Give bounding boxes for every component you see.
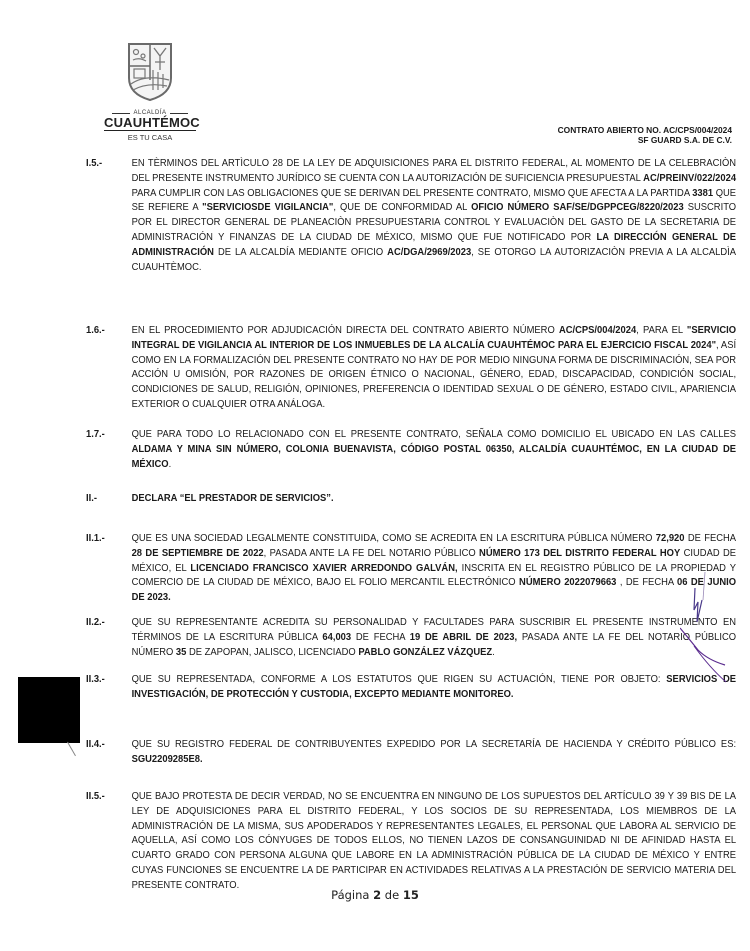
clause-number: II.5.- [86, 791, 105, 802]
clause-text: EN EL PROCEDIMIENTO POR ADJUDICACIÓN DIRECTA DEL CONTRATO ABIERTO NÚMERO AC/CPS/004/2024, PARA EL "SERVICIO INTEGRAL DE VIGILANCIA AL INTERIOR DE LOS INMUEBLES DE LA ALCALÍA CUAUHTÉMOC PARA EL EJERCICIO FISCAL 2024", ASÍ COMO EN LA FORMALIZACIÓN DEL PRESENTE CONTRATO NO HAY DE POR MEDIO NINGUNA FORMA DE DISCRIMINACIÓN, SEA POR ACCIÓN U OMISIÓN, POR RAZONES DE ORIGEN ÉTNICO O NACIONAL, GÉNERO, EDAD, DISCAPACIDAD, CONDICIÓN SOCIAL, CONDICIONES DE SALUD, RELIGIÓN, OPINIONES, PREFERENCIA O IDENTIDAD SEXUAL O DE GÉNERO, ESTADO CIVIL, APARIENCIA EXTERIOR O CUALQUIER OTRA ANÁLOGA. [131, 325, 737, 410]
contract-number: CONTRATO ABIERTO NO. AC/CPS/004/2024 [557, 125, 732, 135]
clause-number: 1.6.- [86, 325, 105, 336]
clause-text: QUE SU REPRESENTADA, CONFORME A LOS ESTATUTOS QUE RIGEN SU ACTUACIÓN, TIENE POR OBJETO: SERVICIOS DE INVESTIGACIÓN, DE PROTECCIÓN Y CUSTODIA, EXCEPTO MEDIANTE MONITOREO. [131, 674, 737, 700]
clause-text: DECLARA “EL PRESTADOR DE SERVICIOS”. [131, 493, 334, 504]
signature-mark-icon [680, 570, 750, 700]
clause-text: QUE PARA TODO LO RELACIONADO CON EL PRESENTE CONTRATO, SEÑALA COMO DOMICILIO EL UBICADO EN LAS CALLES ALDAMA Y MINA SIN NÚMERO, COLONIA BUENAVISTA, CÓDIGO POSTAL 06350, ALCALDÍA CUAUHTÉMOC, EN LA CIUDAD DE MÉXICO. [131, 429, 737, 470]
clause-1-7 [86, 428, 737, 472]
page-footer [0, 888, 750, 902]
alcaldia-logo [104, 40, 200, 142]
clause-number: II.- [86, 493, 97, 504]
clause-ii-1 [86, 532, 737, 606]
clause-ii-5 [86, 790, 737, 894]
clause-text: EN TÈRMINOS DEL ARTÌCULO 28 DE LA LEY DE ADQUISICIONES PARA EL DISTRITO FEDERAL, AL MOMENTO DE LA CELEBRACIÒN DEL PRESENTE INSTRUMENTO JURÍDICO SE CUENTA CON LA AUTORIZACIÓN DE SUFICIENCIA PRESUPUESTAL AC/PREINV/022/2024 PARA CUMPLIR CON LAS OBLIGACIONES QUE SE DERIVAN DEL PRESENTE CONTRATO, MISMO QUE AFECTA A LA PARTIDA 3381 QUE SE REFIERE A "SERVICIOSDE VIGILANCIA", QUE DE CONFORMIDAD AL OFICIO NÚMERO SAF/SE/DGPPCEG/8220/2023 SUSCRITO POR EL DIRECTOR GENERAL DE PLANEACIÒN PRESUPUESTARIA CONTROL Y EVALUACIÒN DEL GASTO DE LA SECRETARIA DE ADMINISTRACIÓN Y FINANZAS DE LA CIUDAD DE MÉXICO, MISMO QUE FUE NOTIFICADO POR LA DIRECCIÓN GENERAL DE ADMINISTRACIÓN DE LA ALCALDÍA MEDIANTE OFICIO AC/DGA/2969/2023, SE OTORGO LA AUTORIZACIÒN PREVIA A LA ALCALDÌA CUAUHTÈMOC. [131, 158, 737, 273]
page-total: 15 [402, 888, 419, 902]
redaction-mark [67, 742, 76, 756]
section-ii-heading [86, 492, 689, 507]
clause-1-6 [86, 324, 737, 413]
logo-tagline: ES TU CASA [127, 133, 173, 142]
clause-number: I.5.- [86, 158, 103, 169]
logo-name: CUAUHTÉMOC [104, 115, 200, 130]
page-label: Página [331, 888, 370, 902]
clause-text: QUE BAJO PROTESTA DE DECIR VERDAD, NO SE ENCUENTRA EN NINGUNO DE LOS SUPUESTOS DEL ARTÍCULO 39 Y 39 BIS DE LA LEY DE ADQUISICIONES PARA EL DISTRITO FEDERAL, Y LOS SOCIOS DE SU REPRESENTADA, LOS MIEMBROS DE LA ADMINISTRACIÓN DE LA MISMA, SUS APODERADOS Y REPRESENTANTES LEGALES, EL PERSONAL QUE LABORA AL SERVICIO DE AQUELLA, ASÍ COMO LOS CÓNYUGES DE TODOS ELLOS, NO TIENEN LAZOS DE CONSANGUINIDAD NI DE AFINIDAD HASTA EL CUARTO GRADO CON PERSONA ALGUNA QUE LABORE EN LA ADMINISTRACIÓN PÚBLICA DE LA CIUDAD DE MÉXICO Y ENTRE CUYAS FUNCIONES SE ENCUENTRE LA DE PARTICIPAR EN ACTIVIDADES RELATIVAS A LA PRESTACIÓN DE SERVICIO MATERIA DEL PRESENTE CONTRATO. [131, 791, 737, 891]
clause-number: II.3.- [86, 674, 105, 685]
clause-number: II.2.- [86, 617, 105, 628]
alcaldia-shield-icon [125, 40, 175, 102]
contract-header [558, 125, 732, 145]
clause-i5 [86, 157, 737, 275]
clause-ii-3 [86, 673, 737, 703]
clause-ii-2 [86, 616, 737, 660]
clause-number: II.4.- [86, 739, 105, 750]
clause-ii-4 [86, 738, 737, 768]
company-name: SF GUARD S.A. DE C.V. [637, 135, 732, 145]
clause-text: QUE SU REGISTRO FEDERAL DE CONTRIBUYENTES EXPEDIDO POR LA SECRETARÍA DE HACIENDA Y CRÉDITO PÚBLICO ES: SGU2209285E8. [131, 739, 737, 765]
page-sep: de [384, 888, 400, 902]
clause-number: II.1.- [86, 533, 105, 544]
redaction-box [18, 677, 80, 743]
clause-text: QUE SU REPRESENTANTE ACREDITA SU PERSONALIDAD Y FACULTADES PARA SUSCRIBIR EL PRESENTE INSTRUMENTO EN TÉRMINOS DE LA ESCRITURA PÚBLICA 64,003 DE FECHA 19 DE ABRIL DE 2023, PASADA ANTE LA FE DEL NOTARIO PÚBLICO NÚMERO 35 DE ZAPOPAN, JALISCO, LICENCIADO PABLO GONZÁLEZ VÁZQUEZ. [131, 617, 737, 658]
clause-text: QUE ES UNA SOCIEDAD LEGALMENTE CONSTITUIDA, COMO SE ACREDITA EN LA ESCRITURA PÚBLICA NÚMERO 72,920 DE FECHA 28 DE SEPTIEMBRE DE 2022, PASADA ANTE LA FE DEL NOTARIO PÚBLICO NÚMERO 173 DEL DISTRITO FEDERAL HOY CIUDAD DE MÉXICO, EL LICENCIADO FRANCISCO XAVIER ARREDONDO GALVÁN, INSCRITA EN EL REGISTRO PÚBLICO DE LA PROPIEDAD Y COMERCIO DE LA CIUDAD DE MÉXICO, BAJO EL FOLIO MERCANTIL ELECTRÓNICO NÚMERO 2022079663 , DE FECHA 06 DE JUNIO DE 2023. [131, 533, 737, 604]
logo-top-label: ALCALDÍA [133, 110, 167, 116]
page-current: 2 [373, 888, 382, 902]
clause-number: 1.7.- [86, 429, 105, 440]
